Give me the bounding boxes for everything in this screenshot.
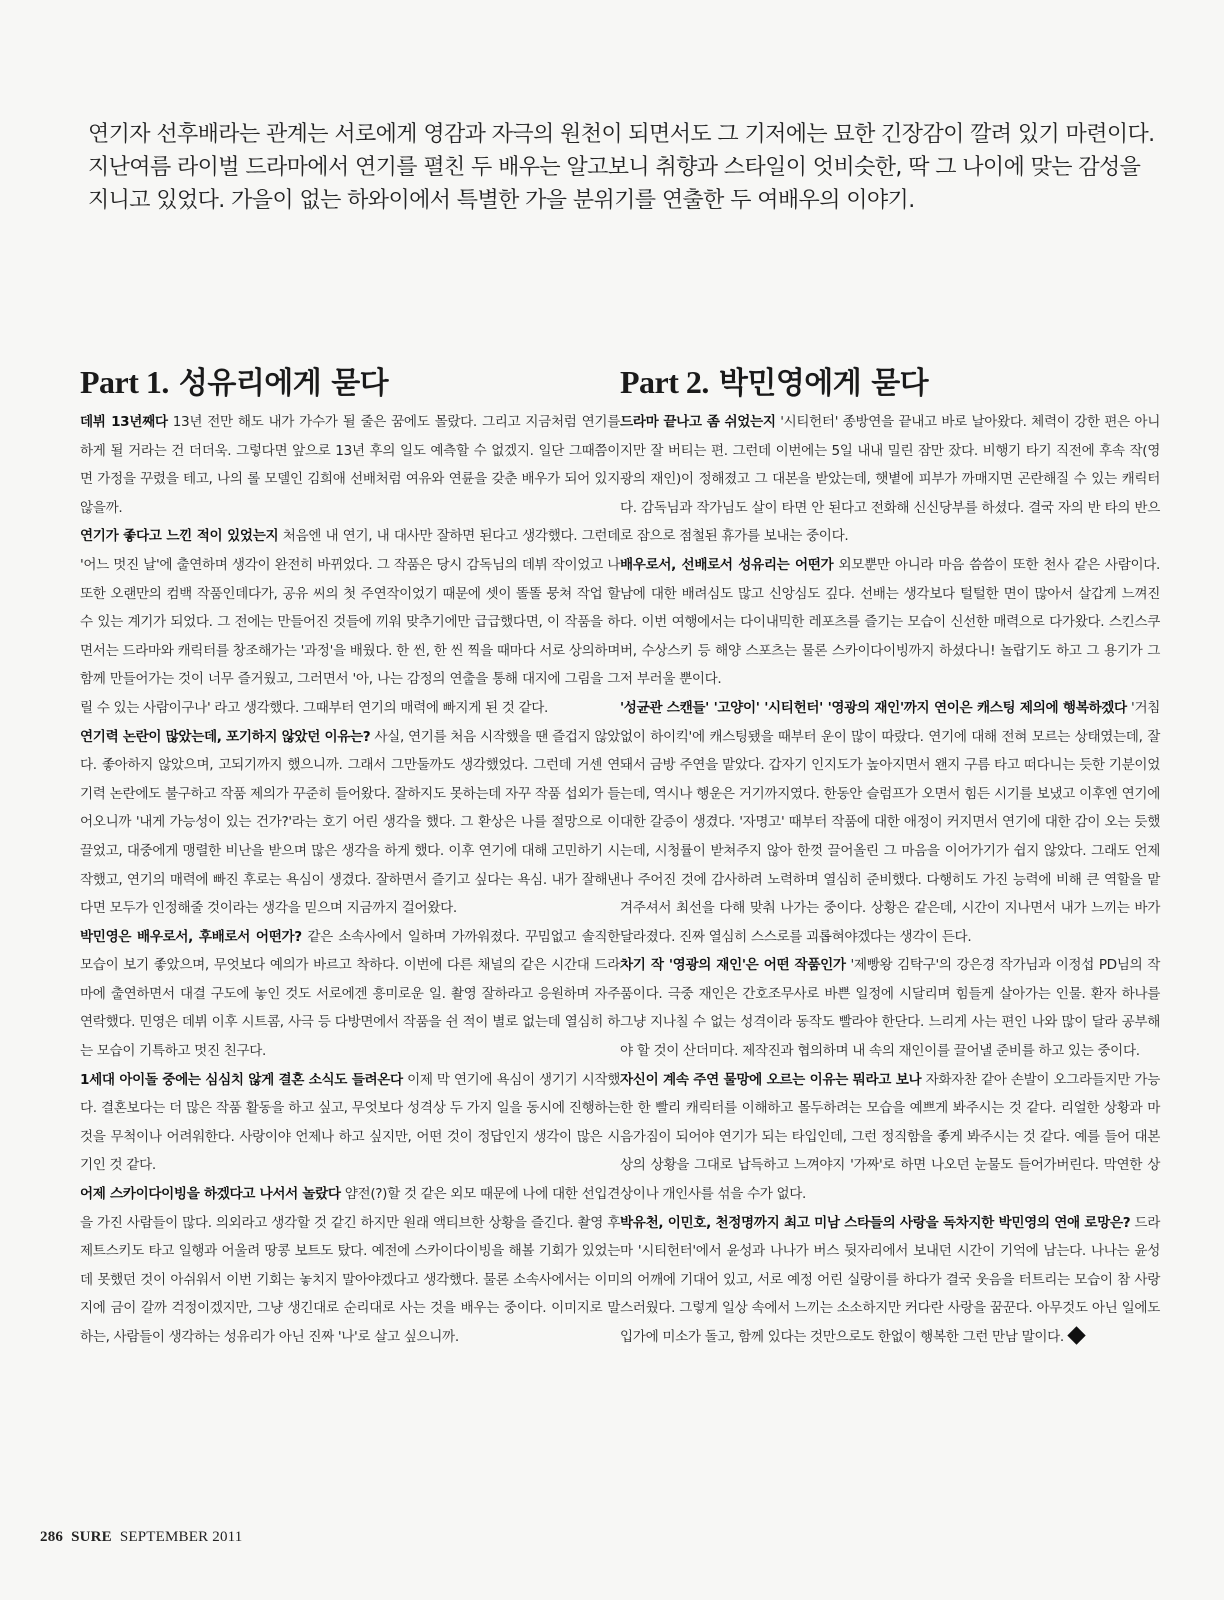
qa-item <box>80 408 620 522</box>
intro-paragraph <box>88 118 1155 217</box>
part1-title-ko: 성유리에게 묻다 <box>178 366 389 401</box>
question: 드라마 끝나고 좀 쉬었는지 <box>620 414 776 430</box>
part1-title <box>80 362 620 404</box>
end-mark-icon <box>1067 1326 1085 1344</box>
question: 연기가 좋다고 느낀 적이 있었는지 <box>80 528 279 545</box>
answer: 얌전(?)할 것 같은 외모 때문에 나에 대한 선입견을 가진 사람들이 많다. 의외라고 생각할 것 같긴 하지만 원래 액티브한 상황을 즐긴다. 촬영 후 제트스키도 타고 일행과 어울려 땅콩 보트도 탔다. 예전에 스카이다이빙을 해볼 기회가 있었는데 못했던 것이 아쉬워서 이번 기회는 놓치지 말아야겠다고 생각했다. 물론 소속사에서는 이미지에 금이 갈까 걱정이겠지만, 그냥 생긴대로 순리대로 사는 것을 배우는 중이다. 이미지로 말하는, 사람들이 생각하는 성유리가 아닌 진짜 '나'로 살고 싶으니까. <box>80 1186 620 1345</box>
qa-item <box>620 1066 1160 1209</box>
qa-item <box>620 1209 1160 1352</box>
question: 1세대 아이돌 중에는 심심치 않게 결혼 소식도 들려온다 <box>80 1071 403 1088</box>
qa-item <box>620 551 1160 694</box>
part2-title <box>620 362 1160 404</box>
qa-item <box>80 923 620 1066</box>
answer: '시티헌터' 종방연을 끝내고 바로 날아왔다. 체력이 강한 편은 아니지만 잘 버티는 편. 그런데 이번에는 5일 내내 밀린 잠만 잤다. 비행기 타기 직전에 후속 작(영광의 재인)이 정해졌고 그 대본을 받았는데, 햇볕에 피부가 까매지면 곤란해질 수 있는 캐릭터다. 감독님과 작가님도 살이 타면 안 된다고 전화해 신신당부를 하셨다. 결국 자의 반 타의 반으로 잠으로 점철된 휴가를 보내는 중이다. <box>620 414 1160 545</box>
part2-title-ko: 박민영에게 묻다 <box>718 366 929 401</box>
answer: '거침없이 하이킥'에 캐스팅됐을 때부터 운이 많이 따랐다. 연기에 대해 전혀 모르는 상태였는데, 잘돼서 금방 주연을 맡았다. 갑자기 인지도가 높아지면서 왠지 구름 타고 떠다니는 듯한 기분이었는데, 역시나 행운은 거기까지였다. 한동안 슬럼프가 오면서 힘든 시기를 보냈고 이후엔 연기에 대한 갈증이 생겼다. '자명고' 때부터 작품에 대한 애정이 커지면서 연기에 대한 감이 오는 듯했는데, 시청률이 받쳐주지 않아 한껏 끌어올린 그 마음을 이어가기가 쉽지 않았다. 그래도 언제나 주어진 것에 감사하려 노력하며 열심히 준비했다. 다행히도 가진 능력에 비해 큰 역할을 맡겨주셔서 최선을 다해 맞춰 나가는 중이다. 상황은 같은데, 시간이 지나면서 내가 느끼는 바가 달라졌다. 진짜 열심히 스스로를 괴롭혀야겠다는 생각이 든다. <box>620 699 1161 945</box>
question: 차기 작 '영광의 재인'은 어떤 작품인가 <box>620 957 846 974</box>
part2-title-en: Part 2. <box>620 364 709 400</box>
answer: 13년 전만 해도 내가 가수가 될 줄은 꿈에도 몰랐다. 그리고 지금처럼 연기를 하게 될 거라는 건 더더욱. 그렇다면 앞으로 13년 후의 일도 예측할 수 없겠지. 일단 그때쯤이면 가정을 꾸렸을 테고, 나의 롤 모델인 김희애 선배처럼 여유와 연륜을 갖춘 배우가 되어 있지 않을까. <box>80 414 620 516</box>
question: 자신이 계속 주연 물망에 오르는 이유는 뭐라고 보나 <box>620 1071 922 1088</box>
intro-line: 연기자 선후배라는 관계는 서로에게 영감과 자극의 원천이 되면서도 그 기저에는 묘한 긴장감이 깔려 있기 마련이다. <box>88 122 1155 147</box>
answer: 사실, 연기를 처음 시작했을 땐 즐겁지 않았다. 좋아하지 않았으며, 고되기까지 했으니까. 그래서 그만둘까도 생각했었다. 그런데 거센 연기력 논란에도 불구하고 작품 제의가 꾸준히 들어왔다. 잘하지도 못하는데 자꾸 작품 섭외가 들어오니까 '내게 가능성이 있는 건가?'라는 호기 어린 생각을 했다. 그 환상은 나를 절망으로 이끌었고, 대중에게 맹렬한 비난을 받으며 많은 생각을 하게 했다. 이후 연기에 대해 고민하기 시작했고, 연기의 매력에 빠진 후로는 욕심이 생겼다. 잘하면서 즐기고 싶다는 욕심. 내가 잘해낸다면 모두가 인정해줄 것이라는 생각을 믿으며 지금까지 걸어왔다. <box>80 728 620 917</box>
page-number: 286 <box>40 1529 64 1545</box>
part1-title-en: Part 1. <box>80 364 169 400</box>
qa-item <box>80 1180 620 1352</box>
issue-date: SEPTEMBER 2011 <box>119 1529 243 1545</box>
answer: '제빵왕 김탁구'의 강은경 작가님과 이정섭 PD님의 작품이다. 극중 재인은 간호조무사로 바쁜 일정에 시달리며 힘들게 살아가는 인물. 환자 하나를 그냥 지나칠 수 없는 성격이라 동작도 빨라야 한단다. 느리게 사는 편인 나와 많이 달라 공부해야 할 것이 산더미다. 제작진과 협의하며 내 속의 재인이를 끌어낼 준비를 하고 있는 중이다. <box>620 957 1160 1060</box>
question: 데뷔 13년째다 <box>80 414 168 430</box>
answer: 드라마 '시티헌터'에서 윤성과 나나가 버스 뒷자리에서 보내던 시간이 기억에 남는다. 나나는 윤성의 어깨에 기대어 있고, 서로 예정 어린 실랑이를 하다가 결국 웃음을 터트리는 모습이 참 사랑스러웠다. 그렇게 일상 속에서 느끼는 소소하지만 커다란 사랑을 꿈꾼다. 아무것도 아닌 일에도 입가에 미소가 돌고, 함께 있다는 것만으로도 한없이 행복한 그런 만남 말이다. <box>620 1214 1160 1345</box>
qa-item <box>620 951 1160 1065</box>
question: 어제 스카이다이빙을 하겠다고 나서서 놀랐다 <box>80 1186 341 1203</box>
answer: 이제 막 연기에 욕심이 생기기 시작했다. 결혼보다는 더 많은 작품 활동을 하고 싶고, 무엇보다 성격상 두 가지 일을 동시에 진행하는 것을 무척이나 어려워한다. 사랑이야 언제나 하고 싶지만, 어떤 것이 정답인지 생각이 많은 시기인 것 같다. <box>80 1071 620 1174</box>
qa-item <box>620 408 1160 551</box>
qa-item <box>80 522 620 722</box>
answer: 같은 소속사에서 일하며 가까워졌다. 꾸밈없고 솔직한 모습이 보기 좋았으며, 무엇보다 예의가 바르고 착하다. 이번에 다른 채널의 같은 시간대 드라마에 출연하면서 대결 구도에 놓인 것도 서로에겐 흥미로운 일. 촬영 잘하라고 응원하며 자주 연락했다. 민영은 데뷔 이후 시트콤, 사극 등 다방면에서 작품을 쉰 적이 별로 없는데 열심히 하는 모습이 기특하고 멋진 친구다. <box>80 928 620 1060</box>
question: '성균관 스캔들' '고양이' '시티헌터' '영광의 재인'까지 연이은 캐스팅 제의에 행복하겠다 <box>620 699 1127 716</box>
magazine-name: SURE <box>71 1529 112 1545</box>
answer: 처음엔 내 연기, 내 대사만 잘하면 된다고 생각했다. 그런데 '어느 멋진 날'에 출연하며 생각이 완전히 바뀌었다. 그 작품은 당시 감독님의 데뷔 작이었고 나 또한 오랜만의 컴백 작품인데다가, 공유 씨의 첫 주연작이었기 때문에 셋이 똘똘 뭉쳐 작업 할 수 있는 계기가 되었다. 그 전에는 만들어진 것들에 끼워 맞추기에만 급급했다면, 이 작품을 하면서는 드라마와 캐릭터를 창조해가는 '과정'을 배웠다. 한 씬, 한 씬 찍을 때마다 서로 상의하며 함께 만들어가는 것이 너무 즐거웠고, 그러면서 '아, 나는 감정의 연출을 통해 대지에 그림을 그릴 수 있는 사람이구나' 라고 생각했다. 그때부터 연기의 매력에 빠지게 된 것 같다. <box>80 528 620 716</box>
answer: 자화자찬 같아 손발이 오그라들지만 가능한 한 빨리 캐릭터를 이해하고 몰두하려는 모습을 예쁘게 봐주시는 것 같다. 리얼한 상황과 마음가짐이 되어야 연기가 되는 타입인데, 그런 정직함을 좋게 봐주시는 것 같다. 예를 들어 대본상의 상황을 그대로 납득하고 느껴야지 '가짜'로 하면 나오던 눈물도 들어가버린다. 막연한 상상이나 개인사를 섞을 수가 없다. <box>620 1071 1160 1203</box>
qa-item <box>80 723 620 923</box>
question: 연기력 논란이 많았는데, 포기하지 않았던 이유는? <box>80 728 371 745</box>
qa-item <box>80 1066 620 1180</box>
answer: 외모뿐만 아니라 마음 씀씀이 또한 천사 같은 사람이다. 남에 대한 배려심도 많고 신앙심도 깊다. 선배는 생각보다 털털한 면이 많아서 살갑게 느껴진다. 이번 여행에서는 다이내믹한 레포츠를 즐기는 모습이 신선한 매력으로 다가왔다. 스킨스쿠버, 수상스키 등 해양 스포츠는 물론 스카이다이빙까지 하셨다니! 놀랍기도 하고 그 용기가 그저 부러울 뿐이다. <box>620 556 1161 688</box>
part2-column <box>620 362 1160 1352</box>
page-footer <box>40 1529 243 1546</box>
question: 배우로서, 선배로서 성유리는 어떤가 <box>620 556 834 573</box>
intro-line: 지난여름 라이벌 드라마에서 연기를 펼친 두 배우는 알고보니 취향과 스타일이 엇비슷한, 딱 그 나이에 맞는 감성을 <box>88 155 1141 180</box>
part1-column <box>80 362 620 1352</box>
question: 박유천, 이민호, 천정명까지 최고 미남 스타들의 사랑을 독차지한 박민영의 연애 로망은? <box>620 1214 1131 1231</box>
intro-line: 지니고 있었다. 가을이 없는 하와이에서 특별한 가을 분위기를 연출한 두 여배우의 이야기. <box>88 188 915 213</box>
question: 박민영은 배우로서, 후배로서 어떤가? <box>80 928 302 945</box>
qa-item <box>620 694 1160 951</box>
